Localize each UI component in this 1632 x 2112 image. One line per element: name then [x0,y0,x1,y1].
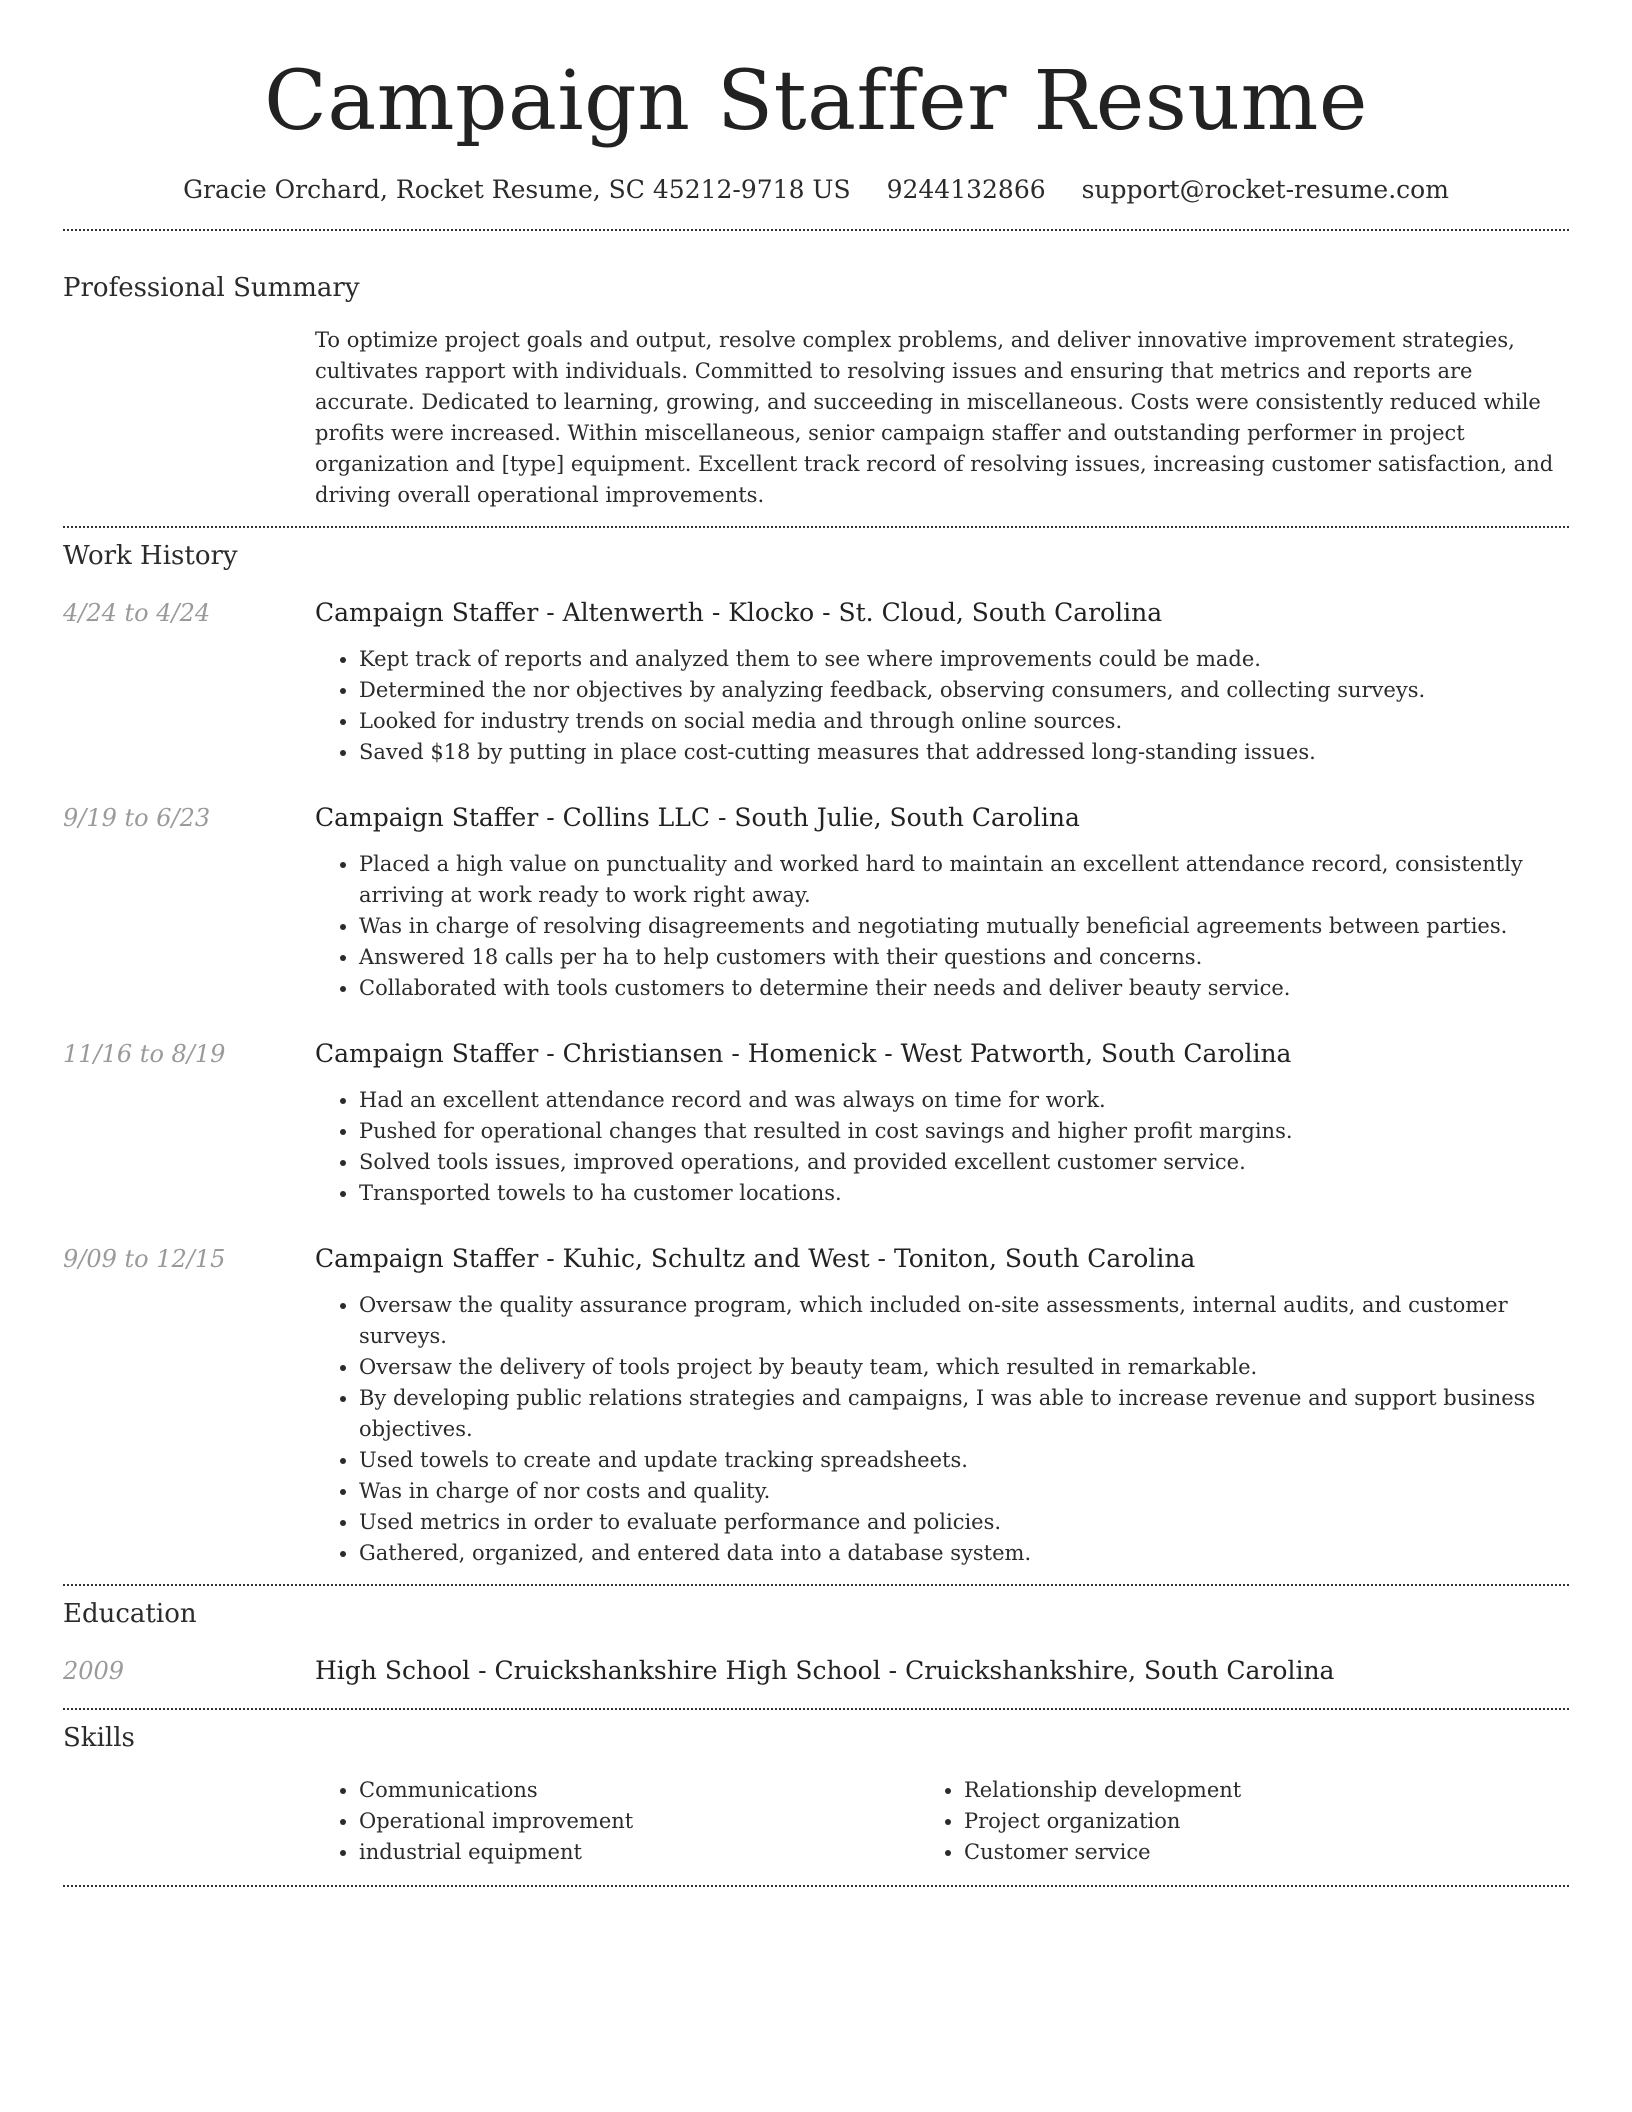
list-item: • Placed a high value on punctuality and worked hard to maintain an excellent attendance record, consistently arriving at work ready to work right away. [359,849,1569,911]
list-item: • Used metrics in order to evaluate performance and policies. [359,1507,1569,1538]
divider [63,1584,1569,1586]
job-date: 9/19 to 6/23 [63,804,211,832]
job-date: 9/09 to 12/15 [63,1245,226,1273]
section-title-summary: Professional Summary [63,273,360,303]
job-date: 4/24 to 4/24 [63,599,211,627]
contact-phone: 9244132866 [886,175,1046,204]
list-item: • Kept track of reports and analyzed them to see where improvements could be made. [359,644,1569,675]
job-title: Campaign Staffer - Kuhic, Schultz and West - Toniton, South Carolina [315,1244,1196,1273]
divider [63,1885,1569,1887]
list-item: • Solved tools issues, improved operations, and provided excellent customer service. [359,1147,1569,1178]
list-item: • Answered 18 calls per ha to help customers with their questions and concerns. [359,942,1569,973]
list-item: • Was in charge of nor costs and quality. [359,1476,1569,1507]
skill-item: • Operational improvement [359,1806,964,1837]
resume-title: Campaign Staffer Resume [264,54,1368,149]
summary-text: To optimize project goals and output, resolve complex problems, and deliver innovative improvement strategies, cultivates rapport with individuals. Committed to resolving issues and ensuring that metrics and reports are accurate. Dedicated to learning, growing, and succeeding in miscellaneous. Costs were consistently reduced while profits were increased. Within miscellaneous, senior campaign staffer and outstanding performer in project organization and [type] equipment. Excellent track record of resolving issues, increasing customer satisfaction, and driving overall operational improvements. [315,328,1554,507]
job-entry [63,801,1569,1004]
skills-column-left [359,1775,964,1868]
section-title-work-history: Work History [63,541,238,571]
education-entry [63,1654,1569,1688]
job-entry [63,1037,1569,1209]
skill-item: • Communications [359,1775,964,1806]
education-section [63,1597,1569,1688]
list-item: • Was in charge of resolving disagreements and negotiating mutually beneficial agreements between parties. [359,911,1569,942]
section-title-education: Education [63,1599,197,1629]
list-item: • Pushed for operational changes that resulted in cost savings and higher profit margins. [359,1116,1569,1147]
job-bullets [359,849,1569,1004]
contact-line [63,172,1569,208]
job-title: Campaign Staffer - Altenwerth - Klocko - St. Cloud, South Carolina [315,598,1163,627]
job-title: Campaign Staffer - Christiansen - Homenick - West Patworth, South Carolina [315,1039,1292,1068]
skill-item: • Project organization [964,1806,1569,1837]
skills-section [63,1721,1569,1868]
job-bullets [359,644,1569,768]
work-history-section [63,539,1569,1569]
summary-section [63,271,1569,511]
job-bullets [359,1085,1569,1209]
education-date: 2009 [63,1657,125,1685]
section-title-skills: Skills [63,1723,135,1753]
skill-item: • industrial equipment [359,1837,964,1868]
skills-column-right [964,1775,1569,1868]
list-item: • Determined the nor objectives by analyzing feedback, observing consumers, and collecting surveys. [359,675,1569,706]
contact-email: support@rocket-resume.com [1081,175,1449,204]
contact-address: Gracie Orchard, Rocket Resume, SC 45212-9718 US [183,175,851,204]
list-item: • Gathered, organized, and entered data into a database system. [359,1538,1569,1569]
list-item: • Transported towels to ha customer locations. [359,1178,1569,1209]
job-entry [63,1242,1569,1569]
skill-item: • Relationship development [964,1775,1569,1806]
job-entry [63,596,1569,768]
list-item: • Saved $18 by putting in place cost-cutting measures that addressed long-standing issues. [359,737,1569,768]
job-date: 11/16 to 8/19 [63,1040,226,1068]
divider [63,526,1569,528]
list-item: • By developing public relations strategies and campaigns, I was able to increase revenue and support business objectives. [359,1383,1569,1445]
list-item: • Oversaw the delivery of tools project by beauty team, which resulted in remarkable. [359,1352,1569,1383]
job-bullets [359,1290,1569,1569]
job-title: Campaign Staffer - Collins LLC - South Julie, South Carolina [315,803,1080,832]
education-title: High School - Cruickshankshire High School - Cruickshankshire, South Carolina [315,1656,1335,1685]
divider [63,229,1569,231]
skills-list [359,1775,1569,1868]
list-item: • Looked for industry trends on social media and through online sources. [359,706,1569,737]
divider [63,1708,1569,1710]
skill-item: • Customer service [964,1837,1569,1868]
list-item: • Collaborated with tools customers to determine their needs and deliver beauty service. [359,973,1569,1004]
list-item: • Had an excellent attendance record and was always on time for work. [359,1085,1569,1116]
list-item: • Oversaw the quality assurance program, which included on-site assessments, internal audits, and customer surveys. [359,1290,1569,1352]
list-item: • Used towels to create and update tracking spreadsheets. [359,1445,1569,1476]
